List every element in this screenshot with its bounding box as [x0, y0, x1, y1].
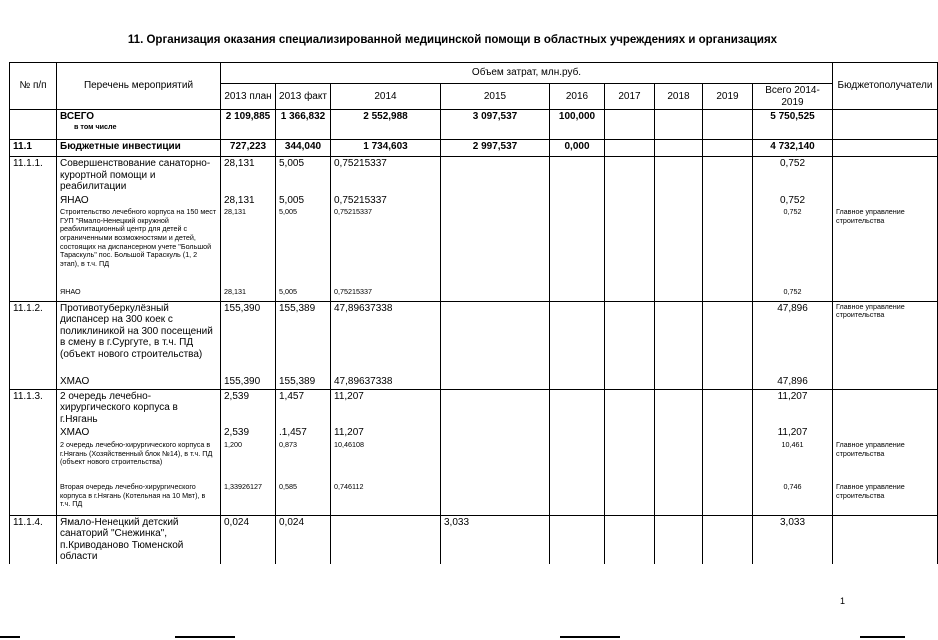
header-2013-fact: 2013 факт — [276, 84, 331, 110]
cell-2015: 3 097,537 — [441, 110, 550, 140]
cell-2014: 47,89637338 — [331, 301, 441, 375]
header-num: № п/п — [10, 63, 57, 110]
cell-recipient: Главное управление строительства — [833, 440, 938, 482]
table-row — [10, 110, 938, 140]
header-2018: 2018 — [655, 84, 703, 110]
cell-plan: 2,539 — [221, 426, 276, 440]
bottom-edge-mark — [860, 636, 905, 638]
cell-total: 0,746 — [753, 482, 833, 515]
header-2016: 2016 — [550, 84, 605, 110]
row-name: ХМАО — [57, 426, 221, 440]
cell-fact: 0,873 — [276, 440, 331, 482]
table-row — [10, 140, 938, 157]
table-row — [10, 440, 938, 482]
row-num: 11.1.1. — [10, 157, 57, 302]
table-row — [10, 287, 938, 301]
cell-fact: .1,457 — [276, 426, 331, 440]
cell-recipient: Главное управление строительства — [833, 207, 938, 287]
row-subname: в том числе — [74, 121, 117, 131]
cell-plan: 2,539 — [221, 389, 276, 426]
cell-recipient: Главное управление строительства — [833, 301, 938, 375]
cell-plan: 727,223 — [221, 140, 276, 157]
cell-total: 0,752 — [753, 287, 833, 301]
header-name: Перечень мероприятий — [57, 63, 221, 110]
cell-fact: 1,457 — [276, 389, 331, 426]
row-name: Ямало-Ненецкий детский санаторий "Снежинка", п.Криводаново Тюменской области — [57, 515, 221, 564]
row-name: Бюджетные инвестиции — [57, 140, 221, 157]
cell-fact: 155,389 — [276, 301, 331, 375]
header-2015: 2015 — [441, 84, 550, 110]
cell-total: 3,033 — [753, 515, 833, 564]
row-name: ЯНАО — [57, 287, 221, 301]
cell-2016: 0,000 — [550, 140, 605, 157]
cell-2014: 1 734,603 — [331, 140, 441, 157]
row-name: 2 очередь лечебно-хирургического корпуса в г.Нягань — [57, 389, 221, 426]
cell-fact: 5,005 — [276, 207, 331, 287]
cell-2015: 3,033 — [441, 515, 550, 564]
table-row — [10, 207, 938, 287]
cell-fact: 344,040 — [276, 140, 331, 157]
cell-2014: 0,746112 — [331, 482, 441, 515]
cell-plan: 28,131 — [221, 287, 276, 301]
bottom-edge-mark — [175, 636, 235, 638]
cell-plan: 155,390 — [221, 301, 276, 375]
row-name: ХМАО — [57, 375, 221, 389]
cell-fact: 1 366,832 — [276, 110, 331, 140]
cell-2014: 0,75215337 — [331, 207, 441, 287]
row-name: Противотуберкулёзный диспансер на 300 коек с поликлиникой на 300 посещений в смену в г.Сургуте, в т.ч. ПД (объект нового строительства) — [57, 301, 221, 375]
header-2019: 2019 — [703, 84, 753, 110]
page-title: 11. Организация оказания специализированной медицинской помощи в областных учреждениях и организациях — [127, 34, 778, 46]
header-total: Всего 2014-2019 — [753, 84, 833, 110]
cell-2016: 100,000 — [550, 110, 605, 140]
page-number: 1 — [840, 596, 846, 606]
cell-plan: 1,200 — [221, 440, 276, 482]
cell-total: 47,896 — [753, 375, 833, 389]
cell-total: 0,752 — [753, 157, 833, 194]
cell-plan: 1,33926127 — [221, 482, 276, 515]
cell-recipient: Главное управление строительства — [833, 482, 938, 515]
header-cost: Объем затрат, млн.руб. — [221, 63, 833, 84]
cost-table — [9, 62, 938, 564]
cell-total: 47,896 — [753, 301, 833, 375]
row-num: 11.1.3. — [10, 389, 57, 515]
cell-total: 0,752 — [753, 207, 833, 287]
cell-2014: 0,75215337 — [331, 157, 441, 194]
cell-2014: 0,75215337 — [331, 194, 441, 208]
table-row — [10, 301, 938, 375]
header-recipient: Бюджетополучатели — [833, 63, 938, 110]
row-name: Вторая очередь лечебно-хирургического корпуса в г.Нягань (Котельная на 10 Мвт), в т.ч. ПД — [57, 482, 221, 515]
cell-plan: 28,131 — [221, 194, 276, 208]
cell-2014: 11,207 — [331, 389, 441, 426]
cell-total: 4 732,140 — [753, 140, 833, 157]
header-2017: 2017 — [605, 84, 655, 110]
cell-total: 5 750,525 — [753, 110, 833, 140]
cell-fact: 155,389 — [276, 375, 331, 389]
cell-plan: 28,131 — [221, 207, 276, 287]
cell-2014: 11,207 — [331, 426, 441, 440]
cell-total: 0,752 — [753, 194, 833, 208]
header-2013-plan: 2013 план — [221, 84, 276, 110]
cell-fact: 0,585 — [276, 482, 331, 515]
table-row — [10, 515, 938, 564]
row-name: Строительство лечебного корпуса на 150 мест ГУП "Ямало-Ненецкий окружной реабилитационный центр для детей с ограниченными возможностями и детей, состоящих на диспансерном учете "Большой Тараскуль" пос. Большой Тараскуль (1, 2 этап), в т.ч. ПД — [57, 207, 221, 287]
row-name: 2 очередь лечебно-хирургического корпуса в г.Нягань (Хозяйственный блок №14), в т.ч. ПД (объект нового строительства) — [57, 440, 221, 482]
cell-plan: 2 109,885 — [221, 110, 276, 140]
cell-2014: 10,46108 — [331, 440, 441, 482]
cell-fact: 5,005 — [276, 157, 331, 194]
cell-fact: 5,005 — [276, 287, 331, 301]
cell-plan: 0,024 — [221, 515, 276, 564]
header-2014: 2014 — [331, 84, 441, 110]
cell-total: 10,461 — [753, 440, 833, 482]
row-num: 11.1.4. — [10, 515, 57, 564]
cell-fact: 5,005 — [276, 194, 331, 208]
table-row — [10, 389, 938, 426]
cell-fact: 0,024 — [276, 515, 331, 564]
table-row — [10, 194, 938, 208]
cell-2015: 2 997,537 — [441, 140, 550, 157]
cell-plan: 28,131 — [221, 157, 276, 194]
row-name: Совершенствование санаторно-курортной помощи и реабилитации — [57, 157, 221, 194]
cell-total: 11,207 — [753, 426, 833, 440]
row-num: 11.1.2. — [10, 301, 57, 389]
row-name: ЯНАО — [57, 194, 221, 208]
cell-plan: 155,390 — [221, 375, 276, 389]
table-row — [10, 482, 938, 515]
table-row — [10, 375, 938, 389]
bottom-edge-mark — [560, 636, 620, 638]
table-row — [10, 157, 938, 194]
bottom-edge-mark — [0, 636, 20, 638]
table-row — [10, 426, 938, 440]
cell-2014: 47,89637338 — [331, 375, 441, 389]
cell-2014: 2 552,988 — [331, 110, 441, 140]
cell-total: 11,207 — [753, 389, 833, 426]
row-name: ВСЕГО — [60, 111, 95, 122]
cell-2014: 0,75215337 — [331, 287, 441, 301]
row-num: 11.1 — [10, 140, 57, 157]
